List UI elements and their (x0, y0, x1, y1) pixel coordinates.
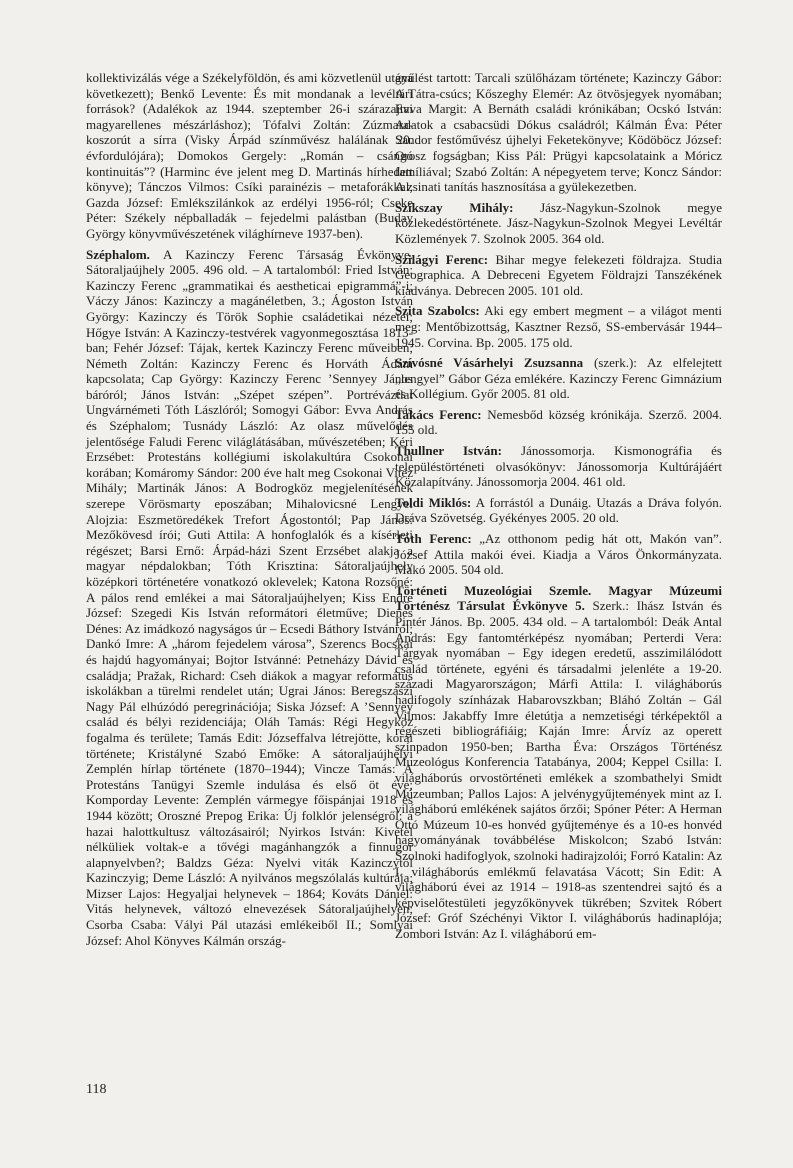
bibliography-entry (395, 303, 722, 350)
bibliography-entry (395, 407, 722, 438)
entry-text: Bihar megye felekezeti földrajza. Studia Geographica. A Debreceni Egyetem Földrajzi Tanszékének kiadványa. Debrecen 2005. 101 old. (395, 251, 723, 298)
entry-heading: Szita Szabolcs: (395, 303, 480, 319)
entry-heading: Szikszay Mihály: (395, 199, 514, 215)
entry-text: „Az otthonom pedig hát ott, Makón van”. József Attila makói évei. Kiadja a Város Önkormányzata. Makó 2005. 504 old. (395, 531, 723, 578)
entry-heading: Szívósné Vásárhelyi Zsuzsanna (395, 355, 584, 371)
entry-text: Aki egy embert megment – a világot menti meg: Mentőbizottság, Kasztner Rezső, SS-embervásár 1944–1945. Corvina. Bp. 2005. 175 old. (395, 303, 722, 350)
entry-text: Nemesbőd község krónikája. Szerző. 2004. 155 old. (395, 406, 722, 438)
bibliography-entry (395, 200, 722, 247)
entry-heading: Takács Ferenc: (395, 406, 482, 422)
entry-heading: Thullner István: (395, 443, 502, 459)
entry-text: Jász-Nagykun-Szolnok megye közlekedéstörténete. Jász-Nagykun-Szolnok Megyei Levéltár Közlemények 7. Szolnok 2005. 364 old. (395, 199, 722, 246)
entry-text: Jánossomorja. Kismonográfia és településtörténeti olvasókönyv: Jánossomorja Kultúrájáért Közalapítvány. Jánossomorja 2004. 461 old. (395, 443, 722, 490)
entry-heading: Történeti Muzeológiai Szemle. Magyar Múzeumi Történész Társulat Évkönyve 5. (395, 582, 722, 614)
bibliography-entry (395, 531, 722, 578)
entry-text: Szerk.: Ihász István és Pintér János. Bp. 2005. 434 old. – A tartalomból: Deák Antal András: Egy fantomtérképész nyomában; Perterdi Vera: Tárgyak nyomában – Egy idegen eredetű, asszimilálódott család története, egyéni és társadalmi jelenléte a 19-20. századi Magyarországon; Márfi Attila: I. világháborús hadifogoly színházak Habarovszkban; Bláhó Zoltán – Gál Vilmos: Jakabffy Imre életútja a nemzetiségi térképektől a régészeti bibliográfiáig; Kaján Imre: Árvíz az operett színpadon 1950-ben; Bartha Éva: Országos Történész Muzeológus Konferencia Tatabánya, 2004; Keppel Csilla: I. világháborús orvostörténeti emlékek a szombathelyi Smidt Múzeumban; Pallos Lajos: A jelvénygyűjtemények mint az I. világháború emlékének sajátos őrzői; Spóner Péter: A Herman Ottó Múzeum 10-es honvéd gyűjteménye és a 10-es honvéd hagyományának továbbélése Miskolcon; Szabó István: Szolnoki hadifoglyok, szolnoki hadirajzolói; Forró Katalin: Az I. világháborús emlékmű felavatása Vácott; Sin Edit: A világháború évei az 1914 – 1918-as szentendrei sajtó és a képviselőtestületi jegyzőkönyvek tükrében; Szvitek Róbert József: Gróf Széchényi Viktor I. világháborús hadinaplója; Zombori István: Az I. világháború em- (395, 598, 722, 941)
left-column (86, 70, 413, 948)
entry-heading: Széphalom. (86, 246, 150, 262)
entry-text: gyűlést tartott: Tarcali szülőházam története; Kazinczy Gábor: A Tátra-csúcs; Kőszeghy Elemér: Az ötvösjegyek nyomában; Evva Margit: A Bernáth családi krónikában; Ocskó István: Adatok a csabacsüdi Dókus családról; Kálmán Éva: Péter Sándor festőművész újhelyi Feketekönyve; Ködöböcz József: Orosz fogságban; Kiss Pál: Prügyi kapcsolataink a Móricz famíliával; Szabó Zoltán: A népegyetem terve; Koncz Sándor: A zsinati tanítás hasznosítása a gyülekezetben. (395, 70, 722, 195)
bibliography-entry (395, 70, 722, 195)
bibliography-entry (395, 443, 722, 490)
entry-heading: Szilágyi Ferenc: (395, 251, 489, 267)
entry-heading: Tóth Ferenc: (395, 531, 472, 547)
bibliography-entry (395, 583, 722, 942)
entry-text: A Kazinczy Ferenc Társaság Évkönyve. Sátoraljaújhely 2005. 496 old. – A tartalomból: Fried István: Kazinczy Ferenc „grammatikai és aestheticai epigrammá”-i; Váczy János: Kazinczy a magánéletben, 3.; Ágoston István György: Kazinczy és Török Sophie családetikai nézetei; Hőgye István: A Kazinczy-testvérek vagyonmegosztása 1813-ban; Fehér József: Tájak, kertek Kazinczy Ferenc műveiben; Németh Zoltán: Kazinczy Ferenc és Horváth Ádám kapcsolata; Cap György: Kazinczy Ferenc ’Sennyey János báróról; János István: „Szépet szépen”. Portréváztlat Ungvárnémeti Tóth Lászlóról; Somogyi Gábor: Evva András és Széphalom; Tusnády László: Az olasz művelődés jelentősége Faludi Ferenc világlátásában, művészetében; Kéri Erzsébet: Protestáns kollégiumi iskolakultúra Csokonai korában; Komáromy Sándor: 200 éve halt meg Csokonai Vitéz Mihály; Martinák János: A Bodrogköz megjelenítésének szerepe Vörösmarty eposzában; Mihalovicsné Lengyel Alojzia: Eszmetöredékek Trefort Ágostontól; Pap János: Mezőkövesd írói; Guti Attila: A honfoglalók és a kísérleti régészet; Barsi Ernő: Árpád-házi Szent Erzsébet alakja a magyar népdalokban; Tóth Krisztina: Sátoraljaújhely középkori történetére vonatkozó oklevelek; Katona Rozsőné: A pálos rend emlékei a mai Sátoraljaújhelyen; Kiss Endre József: Szegedi Kis István reformátori életműve; Dienes Dénes: Az imádkozó nagyságos úr – Ecsedi Báthory Istvánról; Dankó Imre: A „három fejedelem városa”, Szerencs Bocskai és hajdú hagyományai; Bojtor Istvánné: Petneházy Dávid és családja; Pražak, Richard: Cseh diákok a magyar református iskolákban a türelmi rendelet után; Ugrai János: Beregszászi Nagy Pál elhúzódó peregrinációja; Siska József: A ’Sennyey család és bélyi rezidenciája; Oláh Tamás: Régi Hegyköz fogalma és területe; Tamás Edit: Józseffalva létrejötte, korai története; Kristályné Szabó Emőke: A sátoraljaújhelyi Zemplén hírlap története (1870–1944); Vincze Tamás: A Protestáns Tanügyi Szemle indulása és első öt éve; Komporday Levente: Zemplén vármegye főispánjai 1918 és 1944 között; Oroszné Prepog Erika: Új folklór jelenségről: a hazai halottkultusz változásairól; Nyirkos István: Kivétel nélküliek voltak-e a tővégi magánhangzók a finnugor alapnyelvben?; Baldzs Géza: Nyelvi viták Kazinczytól Kazinczyig; Deme László: A nyilvános megszólalás kultúrája; Mizser Lajos: Hegyaljai helynevek – 1864; Kováts Dániel: Vitás helynevek, változó elnevezések Sátoraljaújhelyen; Csorba Csaba: Vályi Pál utazási emlékeiből II.; Somlyai József: Ahol Könyves Kálmán ország- (86, 246, 413, 948)
bibliography-entry (395, 355, 722, 402)
entry-heading: Toldi Miklós: (395, 494, 472, 510)
page-number: 118 (86, 1082, 107, 1097)
entry-text: A forrástól a Dunáig. Utazás a Dráva folyón. Dráva Szövetség. Gyékényes 2005. 20 old. (395, 494, 722, 526)
entry-text: kollektivizálás vége a Székelyföldön, és ami közvetlenül utána következett); Benkő Levente: És mit mondanak a levéltári források? (Adalékok az 1944. szeptember 26-i szárazajtai magyarellenes mészárláshoz); Tófalvi Zoltán: Zúzmara-koszorút a sírra (Visky Árpád színművész halálának 20. évfordulójára); Domokos Gergely: „Román – csángó kontinuitás”? (Harminc éve jelent meg D. Martinás hírhedett könyve); Tánczos Vilmos: Csíki parainézis – metaforákkal; Gazda József: Emlékszilánkok az erdélyi 1956-ról; Cseke Péter: Székely népballadák – fejedelmi palástban (Buday György könyvművészetének világhírneve 1937-ben). (86, 70, 413, 241)
right-column (395, 70, 722, 941)
bibliography-entry (395, 252, 722, 299)
bibliography-entry (395, 495, 722, 526)
entry-text: (szerk.): Az elfelejtett „lengyel” Gábor Géza emlékére. Kazinczy Ferenc Gimnázium és Kollégium. Győr 2005. 81 old. (395, 355, 722, 402)
bibliography-entry (86, 70, 413, 242)
bibliography-entry (86, 247, 413, 949)
